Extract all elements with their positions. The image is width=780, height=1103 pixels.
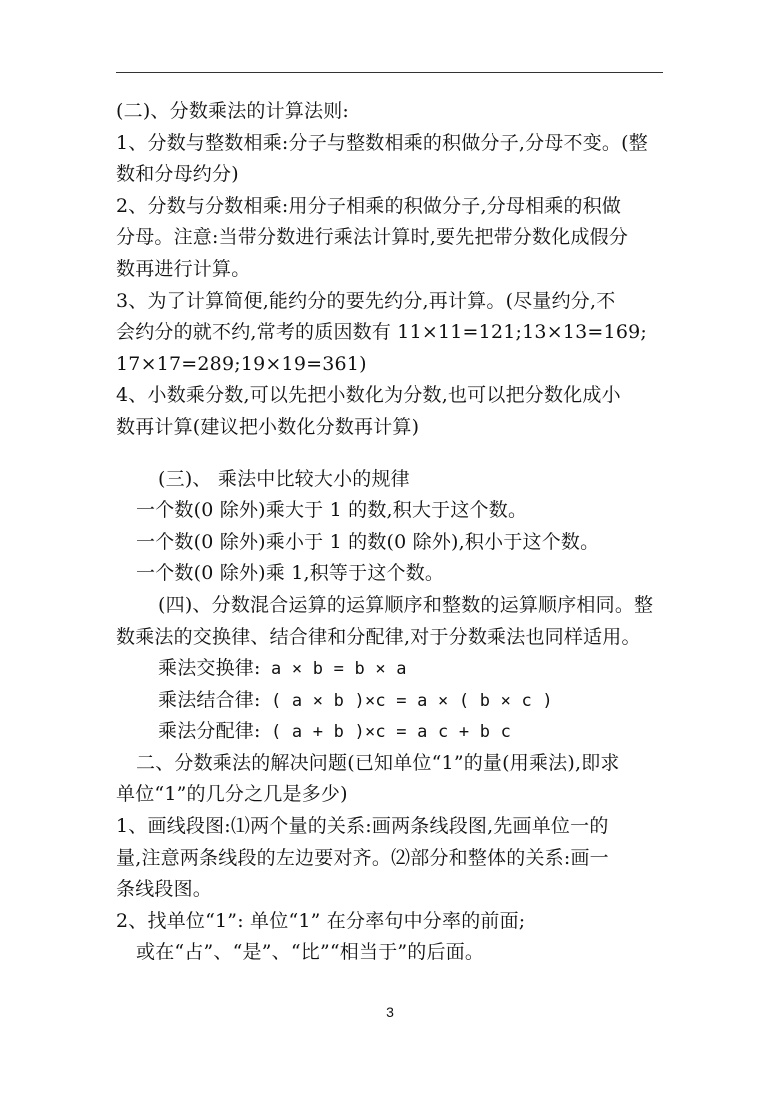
law-distributive [116,716,676,748]
paragraph-line: 数再进行计算。 [116,257,251,280]
section-heading: (二)、分数乘法的计算法则: [116,100,350,122]
section-heading: (三)、 乘法中比较大小的规律 [158,467,410,490]
law-formula: a × b = b × a [260,659,407,680]
page-number: 3 [386,1004,394,1020]
paragraph-line: 17×17=289;19×19=361) [116,352,367,375]
paragraph-line: 2、分数与分数相乘:用分子相乘的积做分子,分母相乘的积做 [116,194,622,217]
paragraph-line: 数和分母约分) [116,163,239,186]
header-rule [116,72,663,73]
paragraph-line: 分母。注意:当带分数进行乘法计算时,要先把带分数化成假分 [116,226,629,249]
section-heading: 二、分数乘法的解决问题(已知单位“1”的量(用乘法),即求 [136,751,620,774]
law-name: 乘法交换律: [158,657,261,680]
paragraph-line: 3、为了计算简便,能约分的要先约分,再计算。(尽量约分,不 [116,289,616,312]
paragraph-line: 或在“占”、“是”、“比”“相当于”的后面。 [136,941,485,964]
law-commutative [116,653,676,685]
paragraph-line: 4、小数乘分数,可以先把小数化为分数,也可以把分数化成小 [116,384,621,407]
law-name: 乘法结合律: [158,688,261,711]
paragraph-line: 一个数(0 除外)乘小于 1 的数(0 除外),积小于这个数。 [136,530,600,553]
paragraph-line: 条线段图。 [116,878,213,901]
paragraph-line: 量,注意两条线段的左边要对齐。⑵部分和整体的关系:画一 [116,846,609,869]
paragraph-line: 一个数(0 除外)乘大于 1 的数,积大于这个数。 [136,499,528,522]
document-body [116,96,676,969]
paragraph-line: (四)、分数混合运算的运算顺序和整数的运算顺序相同。整 [158,593,654,616]
paragraph-line: 会约分的就不约,常考的质因数有 11×11=121;13×13=169; [116,321,647,344]
paragraph-line: 数再计算(建议把小数化分数再计算) [116,415,420,438]
paragraph-line: 1、分数与整数相乘:分子与整数相乘的积做分子,分母不变。(整 [116,131,648,154]
law-associative [116,685,676,717]
law-formula: ( a × b )×c = a × ( b × c ) [260,690,553,711]
law-formula: ( a + b )×c = a c + b c [260,722,512,743]
paragraph-line: 一个数(0 除外)乘 1,积等于这个数。 [136,562,445,585]
paragraph-line: 数乘法的交换律、结合律和分配律,对于分数乘法也同样适用。 [116,625,641,648]
paragraph-line: 2、找单位“1”: 单位“1” 在分率句中分率的前面; [116,909,526,932]
law-name: 乘法分配律: [158,720,261,743]
paragraph-line: 1、画线段图:⑴两个量的关系:画两条线段图,先画单位一的 [116,815,609,838]
paragraph-line: 单位“1”的几分之几是多少) [116,783,348,806]
